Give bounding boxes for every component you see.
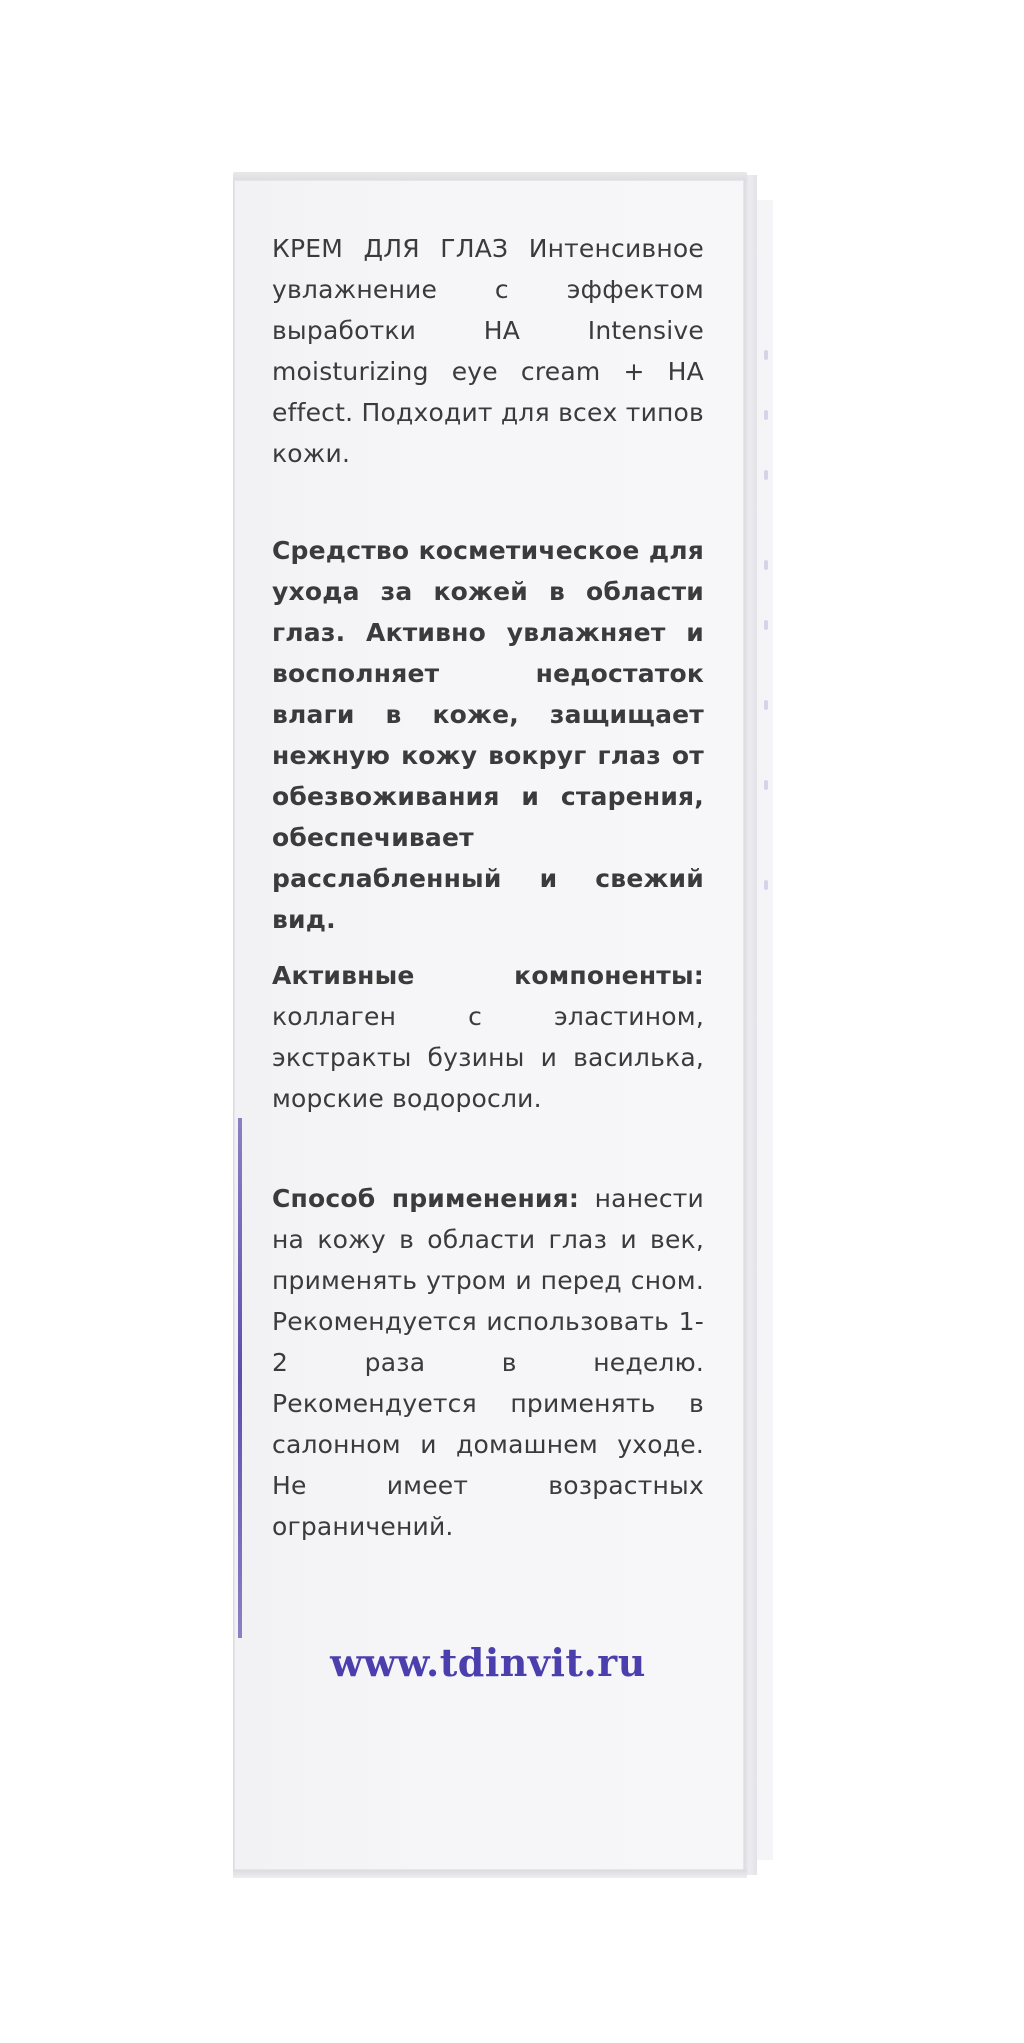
usage-text: нанести на кожу в области глаз и век, применять утром и перед сном. Рекомендуется использовать 1-2 раза в неделю. Рекомендуется применять в салонном и домашнем уходе. Не имеет возрастных ограничений. <box>272 1184 704 1541</box>
usage-label: Способ применения: <box>272 1184 580 1213</box>
product-title-paragraph <box>272 228 704 474</box>
faint-print-mark <box>764 700 768 710</box>
active-components-paragraph <box>272 955 704 1119</box>
faint-print-mark <box>764 350 768 360</box>
product-description-paragraph <box>272 530 704 940</box>
faint-print-mark <box>764 470 768 480</box>
active-components-label: Активные компоненты: <box>272 961 704 990</box>
box-far-face <box>757 200 773 1860</box>
active-components-text: коллаген с эластином, экстракты бузины и василька, морские водоросли. <box>272 1002 704 1113</box>
product-title-text: КРЕМ ДЛЯ ГЛАЗ Интенсивное увлажнение с эффектом выработки НА Intensive moisturizing eye cream + HA effect. Подходит для всех типов кожи. <box>272 234 704 468</box>
box-side-fold <box>743 175 757 1875</box>
faint-print-mark <box>764 560 768 570</box>
box-bottom-edge <box>233 1870 747 1878</box>
faint-print-mark <box>764 780 768 790</box>
usage-paragraph <box>272 1178 704 1547</box>
faint-print-mark <box>764 620 768 630</box>
faint-print-mark <box>764 410 768 420</box>
product-description-text: Средство косметическое для ухода за кожей в области глаз. Активно увлажняет и восполняет недостаток влаги в коже, защищает нежную кожу вокруг глаз от обезвоживания и старения, обеспечивает расслабленный и свежий вид. <box>272 536 704 934</box>
website-url: www.tdinvit.ru <box>330 1640 646 1685</box>
purple-accent-strip <box>238 1118 242 1638</box>
faint-print-mark <box>764 880 768 890</box>
